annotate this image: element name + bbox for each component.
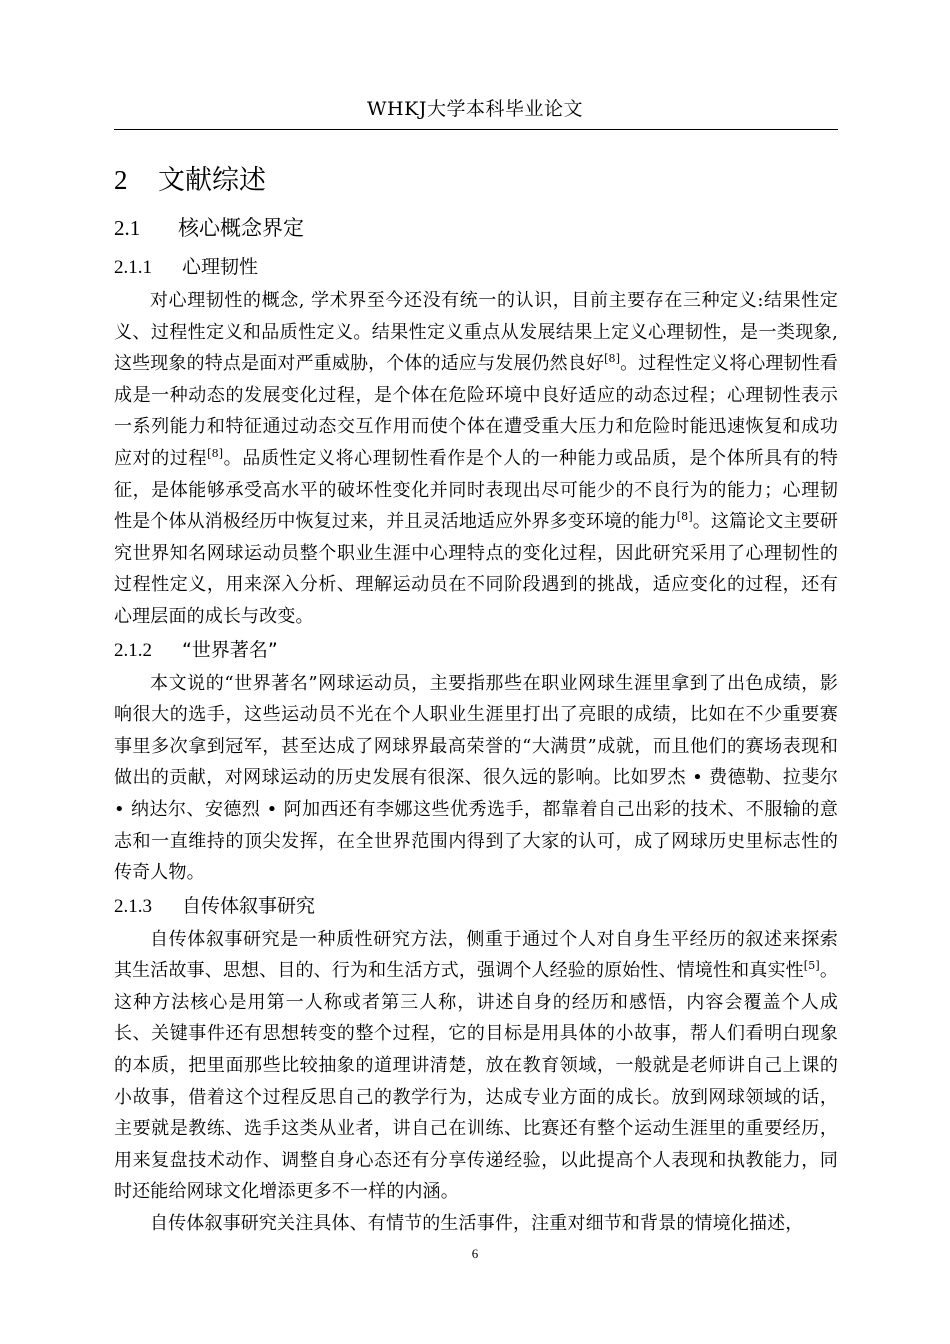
page-content bbox=[114, 160, 838, 1240]
subsection-heading bbox=[114, 889, 838, 923]
running-header: WHKJ大学本科毕业论文 bbox=[367, 98, 583, 120]
subsection-heading bbox=[114, 250, 838, 284]
citation: [5] bbox=[803, 959, 820, 973]
header-rule bbox=[114, 129, 838, 130]
text-run: 。这种方法核心是用第一人称或者第三人称，讲述自身的经历和感悟，内容会覆盖个人成长、关键事件还有思想转变的整个过程，它的目标是用具体的小故事，帮人们看明白现象的本质，把里面那些比较抽象的道理讲清楚，放在教育领域，一般就是老师讲自己上课的小故事，借着这个过程反思自己的教学行为，达成专业方面的成长。放到网球领域的话，主要就是教练、选手这类从业者，讲自己在训练、比赛还有整个运动生涯里的重要经历，用来复盘技术动作、调整自身心态还有分享传递经验，以此提高个人表现和执教能力，同时还能给网球文化增添更多不一样的内涵。 bbox=[114, 960, 838, 1203]
chapter-number: 2 bbox=[114, 165, 128, 195]
subsection-number: 2.1.3 bbox=[114, 895, 152, 917]
section-title: 核心概念界定 bbox=[178, 216, 304, 240]
text-run: 自传体叙事研究是一种质性研究方法，侧重于通过个人对自身生平经历的叙述来探索其生活故事、思想、目的、行为和生活方式，强调个人经验的原始性、情境性和真实性 bbox=[114, 928, 838, 982]
body-paragraph bbox=[114, 285, 838, 633]
citation: [8] bbox=[207, 446, 224, 460]
section-number: 2.1 bbox=[114, 216, 141, 240]
page-number: 6 bbox=[471, 1246, 479, 1261]
text-run: 。这篇论文主要研究世界知名网球运动员整个职业生涯中心理特点的变化过程，因此研究采用了心理韧性的过程性定义，用来深入分析、理解运动员在不同阶段遇到的挑战，适应变化的过程，还有心理层面的成长与改变。 bbox=[114, 511, 838, 627]
text-run: 。过程性定义将心理韧性看成是一种动态的发展变化过程，是个体在危险环境中良好适应的动态过程；心理韧性表示一系列能力和特征通过动态交互作用而使个体在遭受重大压力和危险时能迅速恢复和成功应对的过程 bbox=[114, 353, 838, 469]
subsection-number: 2.1.1 bbox=[114, 257, 152, 278]
text-run: 对心理韧性的概念, 学术界至今还没有统一的认识，目前主要存在三种定义:结果性定义、过程性定义和品质性定义。结果性定义重点从发展结果上定义心理韧性，是一类现象, 这些现象的特点是面对严重威胁，个体的适应与发展仍然良好 bbox=[114, 290, 838, 375]
body-paragraph bbox=[114, 668, 838, 889]
text-run: 自传体叙事研究关注具体、有情节的生活事件，注重对细节和背景的情境化描述， bbox=[150, 1213, 804, 1235]
citation: [8] bbox=[604, 352, 621, 366]
text-run: 本文说的“世界著名”网球运动员，主要指那些在职业网球生涯里拿到了出色成绩，影响很大的选手，这些运动员不光在个人职业生涯里打出了亮眼的成绩，比如在不少重要赛事里多次拿到冠军，甚至达成了网球界最高荣誉的“大满贯”成就，而且他们的赛场表现和做出的贡献，对网球运动的历史发展有很深、很久远的影响。比如罗杰 • 费德勒、拉斐尔 • 纳达尔、安德烈 • 阿加西还有李娜这些优秀选手，都靠着自己出彩的技术、不服输的意志和一直维持的顶尖发挥，在全世界范围内得到了大家的认可，成了网球历史里标志性的传奇人物。 bbox=[114, 672, 838, 884]
body-paragraph bbox=[114, 1208, 838, 1240]
section-heading bbox=[114, 210, 838, 246]
subsection-title: 自传体叙事研究 bbox=[182, 894, 316, 917]
subsection-title: 心理韧性 bbox=[182, 256, 259, 278]
text-run: 。品质性定义将心理韧性看作是个人的一种能力或品质，是个体所具有的特征，是体能够承受高水平的破坏性变化并同时表现出尽可能少的不良行为的能力；心理韧性是个体从消极经历中恢复过来，并且灵活地适应外界多变环境的能力 bbox=[114, 447, 838, 533]
citation: [8] bbox=[676, 510, 693, 524]
chapter-title: 文献综述 bbox=[158, 165, 266, 196]
subsection-title: “世界著名” bbox=[182, 638, 278, 661]
subsection-heading bbox=[114, 633, 838, 667]
chapter-heading bbox=[114, 160, 838, 200]
subsection-number: 2.1.2 bbox=[114, 639, 152, 661]
body-paragraph bbox=[114, 924, 838, 1208]
